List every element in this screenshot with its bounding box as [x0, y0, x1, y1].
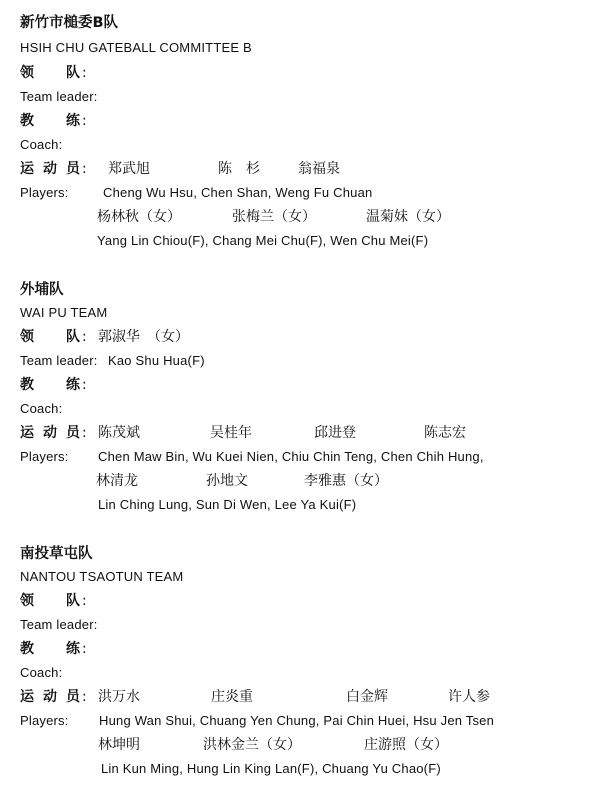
- player-name-zh: 白金辉: [346, 689, 388, 705]
- players-label-zh-3: 员: [66, 161, 80, 177]
- players-label-zh-3: 员: [66, 689, 80, 705]
- leader-value-en: Kao Shu Hua(F): [108, 353, 205, 368]
- coach-colon: :: [82, 641, 87, 657]
- leader-value-zh: 郭淑华 （女）: [98, 329, 189, 345]
- players-colon: :: [82, 425, 87, 441]
- player-name-zh: 郑武旭: [108, 161, 150, 177]
- leader-label-zh-1: 领: [20, 329, 34, 345]
- player-name-zh: 庄游照（女）: [364, 737, 448, 753]
- team-name-zh: 新竹市槌委B队: [20, 15, 119, 31]
- coach-label-zh-1: 教: [20, 377, 34, 393]
- player-name-zh: 庄炎重: [211, 689, 253, 705]
- players-label-zh-1: 运: [20, 689, 34, 705]
- player-name-zh: 林清龙: [96, 473, 138, 489]
- leader-colon: :: [82, 65, 87, 81]
- player-name-zh: 张梅兰（女）: [232, 209, 316, 225]
- players-label-en: Players:: [20, 185, 69, 200]
- players-row-en: Chen Maw Bin, Wu Kuei Nien, Chiu Chin Teng, Chen Chih Hung,: [98, 449, 484, 464]
- player-name-zh: 吴桂年: [210, 425, 252, 441]
- players-label-en: Players:: [20, 449, 69, 464]
- coach-colon: :: [82, 377, 87, 393]
- leader-colon: :: [82, 593, 87, 609]
- players-label-zh-2: 动: [43, 689, 57, 705]
- player-name-zh: 陈 杉: [218, 161, 260, 177]
- player-name-zh: 翁福泉: [298, 161, 340, 177]
- players-row-en: Cheng Wu Hsu, Chen Shan, Weng Fu Chuan: [103, 185, 373, 200]
- players-row-en: Hung Wan Shui, Chuang Yen Chung, Pai Chin Huei, Hsu Jen Tsen: [99, 713, 495, 728]
- coach-label-zh-2: 练: [66, 113, 80, 129]
- players-row-en: Lin Kun Ming, Hung Lin King Lan(F), Chuang Yu Chao(F): [101, 761, 441, 776]
- player-name-zh: 邱进登: [314, 425, 356, 441]
- coach-label-zh-1: 教: [20, 641, 34, 657]
- team-name-en: HSIH CHU GATEBALL COMMITTEE B: [20, 40, 252, 55]
- coach-label-en: Coach:: [20, 401, 63, 416]
- player-name-zh: 陈志宏: [424, 425, 466, 441]
- players-label-zh-1: 运: [20, 161, 34, 177]
- player-name-zh: 许人参: [448, 689, 490, 705]
- players-colon: :: [82, 689, 87, 705]
- team-name-en: WAI PU TEAM: [20, 305, 108, 320]
- leader-label-zh-1: 领: [20, 65, 34, 81]
- player-name-zh: 杨林秋（女）: [97, 209, 181, 225]
- coach-colon: :: [82, 113, 87, 129]
- players-label-zh-2: 动: [43, 425, 57, 441]
- player-name-zh: 林坤明: [98, 737, 140, 753]
- player-name-zh: 温菊妹（女）: [366, 209, 450, 225]
- players-label-zh-3: 员: [66, 425, 80, 441]
- players-label-zh-2: 动: [43, 161, 57, 177]
- players-row-en: Lin Ching Lung, Sun Di Wen, Lee Ya Kui(F): [98, 497, 357, 512]
- coach-label-zh-2: 练: [66, 377, 80, 393]
- leader-label-en: Team leader:: [20, 89, 98, 104]
- leader-colon: :: [82, 329, 87, 345]
- player-name-zh: 陈茂斌: [98, 425, 140, 441]
- coach-label-en: Coach:: [20, 137, 63, 152]
- player-name-zh: 洪林金兰（女）: [203, 737, 301, 753]
- leader-label-zh-1: 领: [20, 593, 34, 609]
- players-label-en: Players:: [20, 713, 69, 728]
- coach-label-zh-2: 练: [66, 641, 80, 657]
- player-name-zh: 孙地文: [206, 473, 248, 489]
- players-colon: :: [82, 161, 87, 177]
- leader-label-zh-2: 队: [66, 65, 80, 81]
- leader-label-zh-2: 队: [66, 593, 80, 609]
- team-name-zh: 外埔队: [20, 282, 64, 298]
- players-label-zh-1: 运: [20, 425, 34, 441]
- leader-label-en: Team leader:: [20, 617, 98, 632]
- leader-label-en: Team leader:: [20, 353, 98, 368]
- players-row-en: Yang Lin Chiou(F), Chang Mei Chu(F), Wen Chu Mei(F): [97, 233, 429, 248]
- coach-label-zh-1: 教: [20, 113, 34, 129]
- leader-label-zh-2: 队: [66, 329, 80, 345]
- team-name-zh: 南投草屯队: [20, 546, 93, 562]
- coach-label-en: Coach:: [20, 665, 63, 680]
- player-name-zh: 洪万水: [98, 689, 140, 705]
- team-name-en: NANTOU TSAOTUN TEAM: [20, 569, 184, 584]
- player-name-zh: 李雅惠（女）: [304, 473, 388, 489]
